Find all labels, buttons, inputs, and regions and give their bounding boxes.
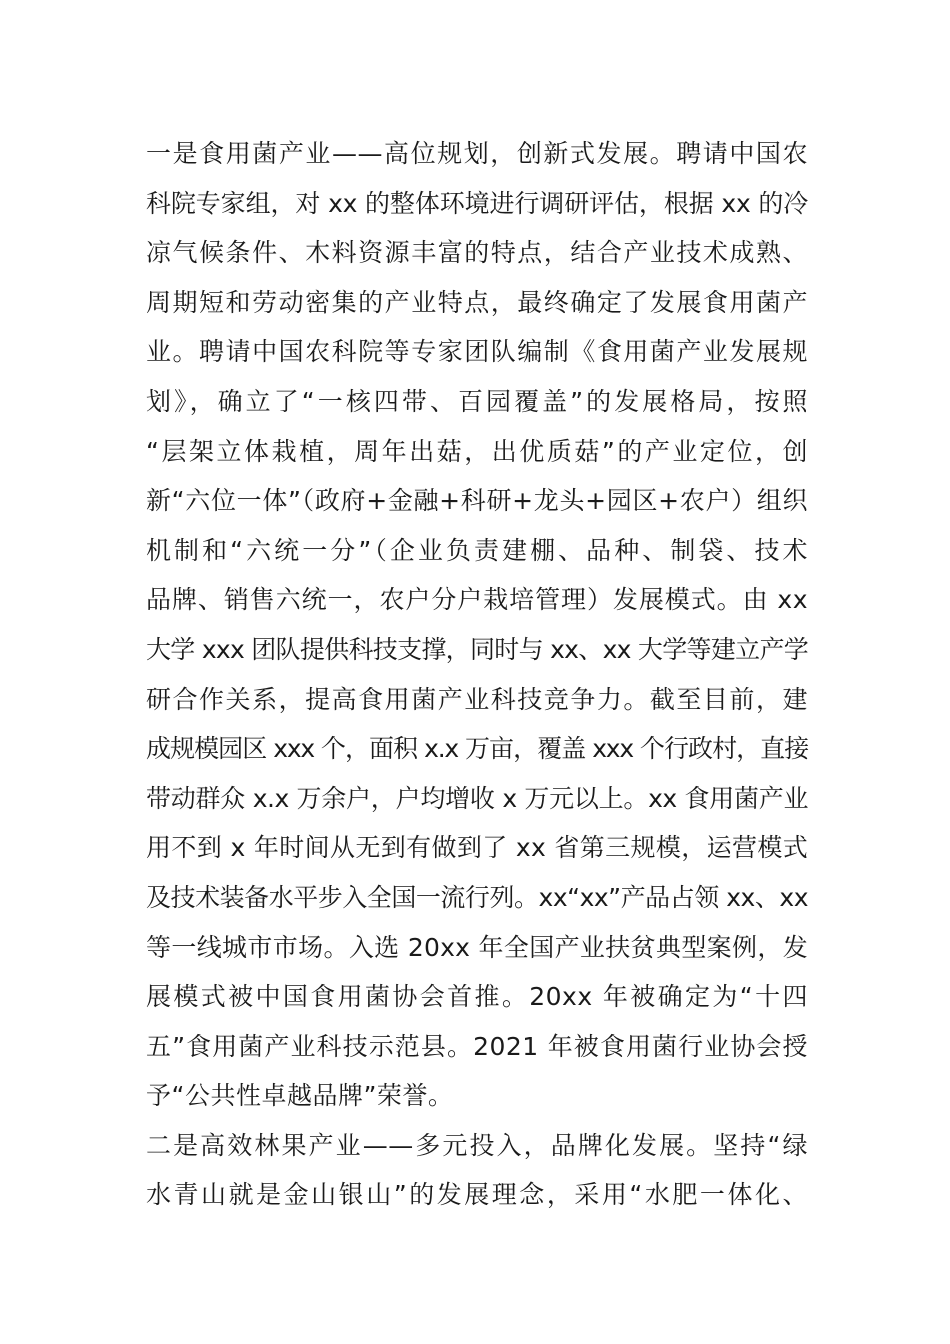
- text-line: 机制和“六统一分”（企业负责建棚、品种、制袋、技术: [146, 535, 808, 565]
- text-line: 凉气候条件、木料资源丰富的特点，结合产业技术成熟、: [146, 238, 808, 268]
- text-line: 予“公共性卓越品牌”荣誉。: [146, 1081, 454, 1111]
- text-line: 品牌、销售六统一，农户分户栽培管理）发展模式。由 xx: [146, 585, 808, 615]
- text-line: 业。聘请中国农科院等专家团队编制《食用菌产业发展规: [146, 337, 808, 367]
- text-line: 水青山就是金山银山”的发展理念，采用“水肥一体化、: [146, 1180, 808, 1210]
- text-line: 带动群众 x.x 万余户，户均增收 x 万元以上。xx 食用菌产业: [146, 783, 808, 813]
- text-line: 及技术装备水平步入全国一流行列。xx“xx”产品占领 xx、xx: [146, 882, 808, 912]
- text-line: 五”食用菌产业科技示范县。2021 年被食用菌行业协会授: [146, 1031, 808, 1061]
- text-line: 二是高效林果产业——多元投入，品牌化发展。坚持“绿: [146, 1130, 808, 1160]
- text-line: 科院专家组，对 xx 的整体环境进行调研评估，根据 xx 的冷: [146, 188, 808, 218]
- text-line: 一是食用菌产业——高位规划，创新式发展。聘请中国农: [146, 139, 808, 168]
- text-line: “层架立体栽植，周年出菇，出优质菇”的产业定位，创: [146, 436, 808, 466]
- text-line: 等一线城市市场。入选 20xx 年全国产业扶贫典型案例，发: [146, 932, 808, 962]
- text-line: 展模式被中国食用菌协会首推。20xx 年被确定为“十四: [146, 982, 808, 1012]
- text-line: 新“六位一体”（政府+金融+科研+龙头+园区+农户）组织: [146, 486, 808, 516]
- document-body: [146, 129, 808, 1220]
- text-line: 成规模园区 xxx 个，面积 x.x 万亩，覆盖 xxx 个行政村，直接: [146, 734, 808, 764]
- text-line: 研合作关系，提高食用菌产业科技竞争力。截至目前，建: [146, 684, 808, 714]
- text-line: 划》，确立了“一核四带、百园覆盖”的发展格局，按照: [146, 386, 808, 416]
- text-line: 大学 xxx 团队提供科技支撑，同时与 xx、xx 大学等建立产学: [146, 634, 808, 664]
- text-line: 用不到 x 年时间从无到有做到了 xx 省第三规模，运营模式: [146, 833, 808, 863]
- text-line: 周期短和劳动密集的产业特点，最终确定了发展食用菌产: [146, 287, 808, 317]
